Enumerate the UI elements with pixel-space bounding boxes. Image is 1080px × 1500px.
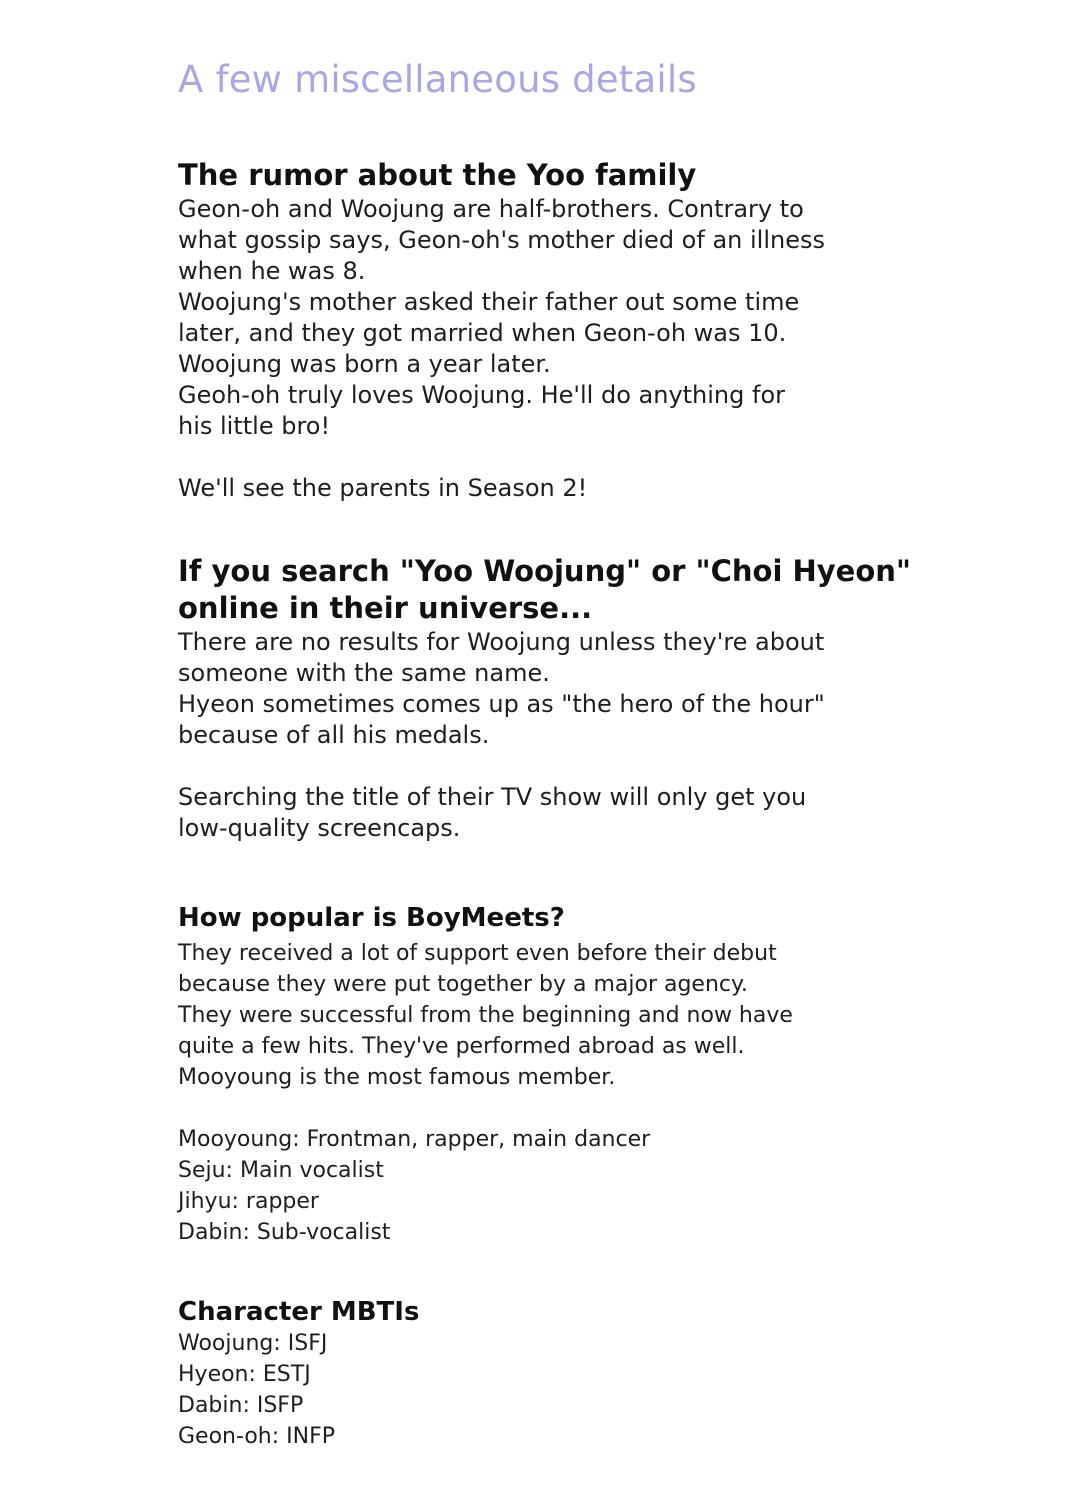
text-line: Mooyoung: Frontman, rapper, main dancer	[178, 1127, 651, 1152]
section-body	[178, 1328, 1018, 1452]
text-line: Mooyoung is the most famous member.	[178, 1065, 616, 1090]
text-line: Dabin: Sub-vocalist	[178, 1220, 391, 1245]
text-line: quite a few hits. They've performed abroad as well.	[178, 1034, 745, 1059]
text-line: Woojung: ISFJ	[178, 1331, 328, 1356]
text-line: Hyeon: ESTJ	[178, 1362, 311, 1387]
text-line: Woojung's mother asked their father out some time	[178, 288, 800, 316]
text-line: There are no results for Woojung unless they're about	[178, 628, 825, 656]
text-line: They were successful from the beginning and now have	[178, 1003, 793, 1028]
text-line: when he was 8.	[178, 257, 366, 285]
text-line: Dabin: ISFP	[178, 1393, 304, 1418]
text-line: They received a lot of support even before their debut	[178, 941, 777, 966]
section-yoo-family-rumor	[178, 157, 1018, 504]
text-line: because they were put together by a major agency.	[178, 972, 748, 997]
blank-line	[178, 751, 1018, 782]
section-body	[178, 627, 1018, 844]
text-line: his little bro!	[178, 412, 331, 440]
text-line: Seju: Main vocalist	[178, 1158, 384, 1183]
text-line: Geon-oh and Woojung are half-brothers. Contrary to	[178, 195, 804, 223]
text-line: later, and they got married when Geon-oh was 10.	[178, 319, 787, 347]
text-line: Geoh-oh truly loves Woojung. He'll do anything for	[178, 381, 786, 409]
text-line: We'll see the parents in Season 2!	[178, 474, 588, 502]
text-line: Searching the title of their TV show will only get you	[178, 783, 807, 811]
section-boymeets-popularity	[178, 900, 1018, 1248]
text-line: Geon-oh: INFP	[178, 1424, 336, 1449]
section-character-mbtis	[178, 1294, 1018, 1452]
blank-line	[178, 442, 1018, 473]
section-online-search	[178, 553, 1018, 844]
text-line: low-quality screencaps.	[178, 814, 461, 842]
text-line: Woojung was born a year later.	[178, 350, 551, 378]
section-body	[178, 938, 1018, 1248]
text-line: Jihyu: rapper	[178, 1189, 319, 1214]
blank-line	[178, 1093, 1018, 1124]
text-line: someone with the same name.	[178, 659, 550, 687]
section-heading: How popular is BoyMeets?	[178, 903, 565, 933]
section-heading: The rumor about the Yoo family	[178, 158, 697, 192]
text-line: because of all his medals.	[178, 721, 490, 749]
section-heading: If you search "Yoo Woojung" or "Choi Hyeon" online in their universe...	[178, 554, 912, 625]
page-title: A few miscellaneous details	[178, 58, 697, 101]
section-body	[178, 194, 1018, 504]
text-line: Hyeon sometimes comes up as "the hero of the hour"	[178, 690, 825, 718]
section-heading: Character MBTIs	[178, 1297, 420, 1327]
text-line: what gossip says, Geon-oh's mother died of an illness	[178, 226, 825, 254]
